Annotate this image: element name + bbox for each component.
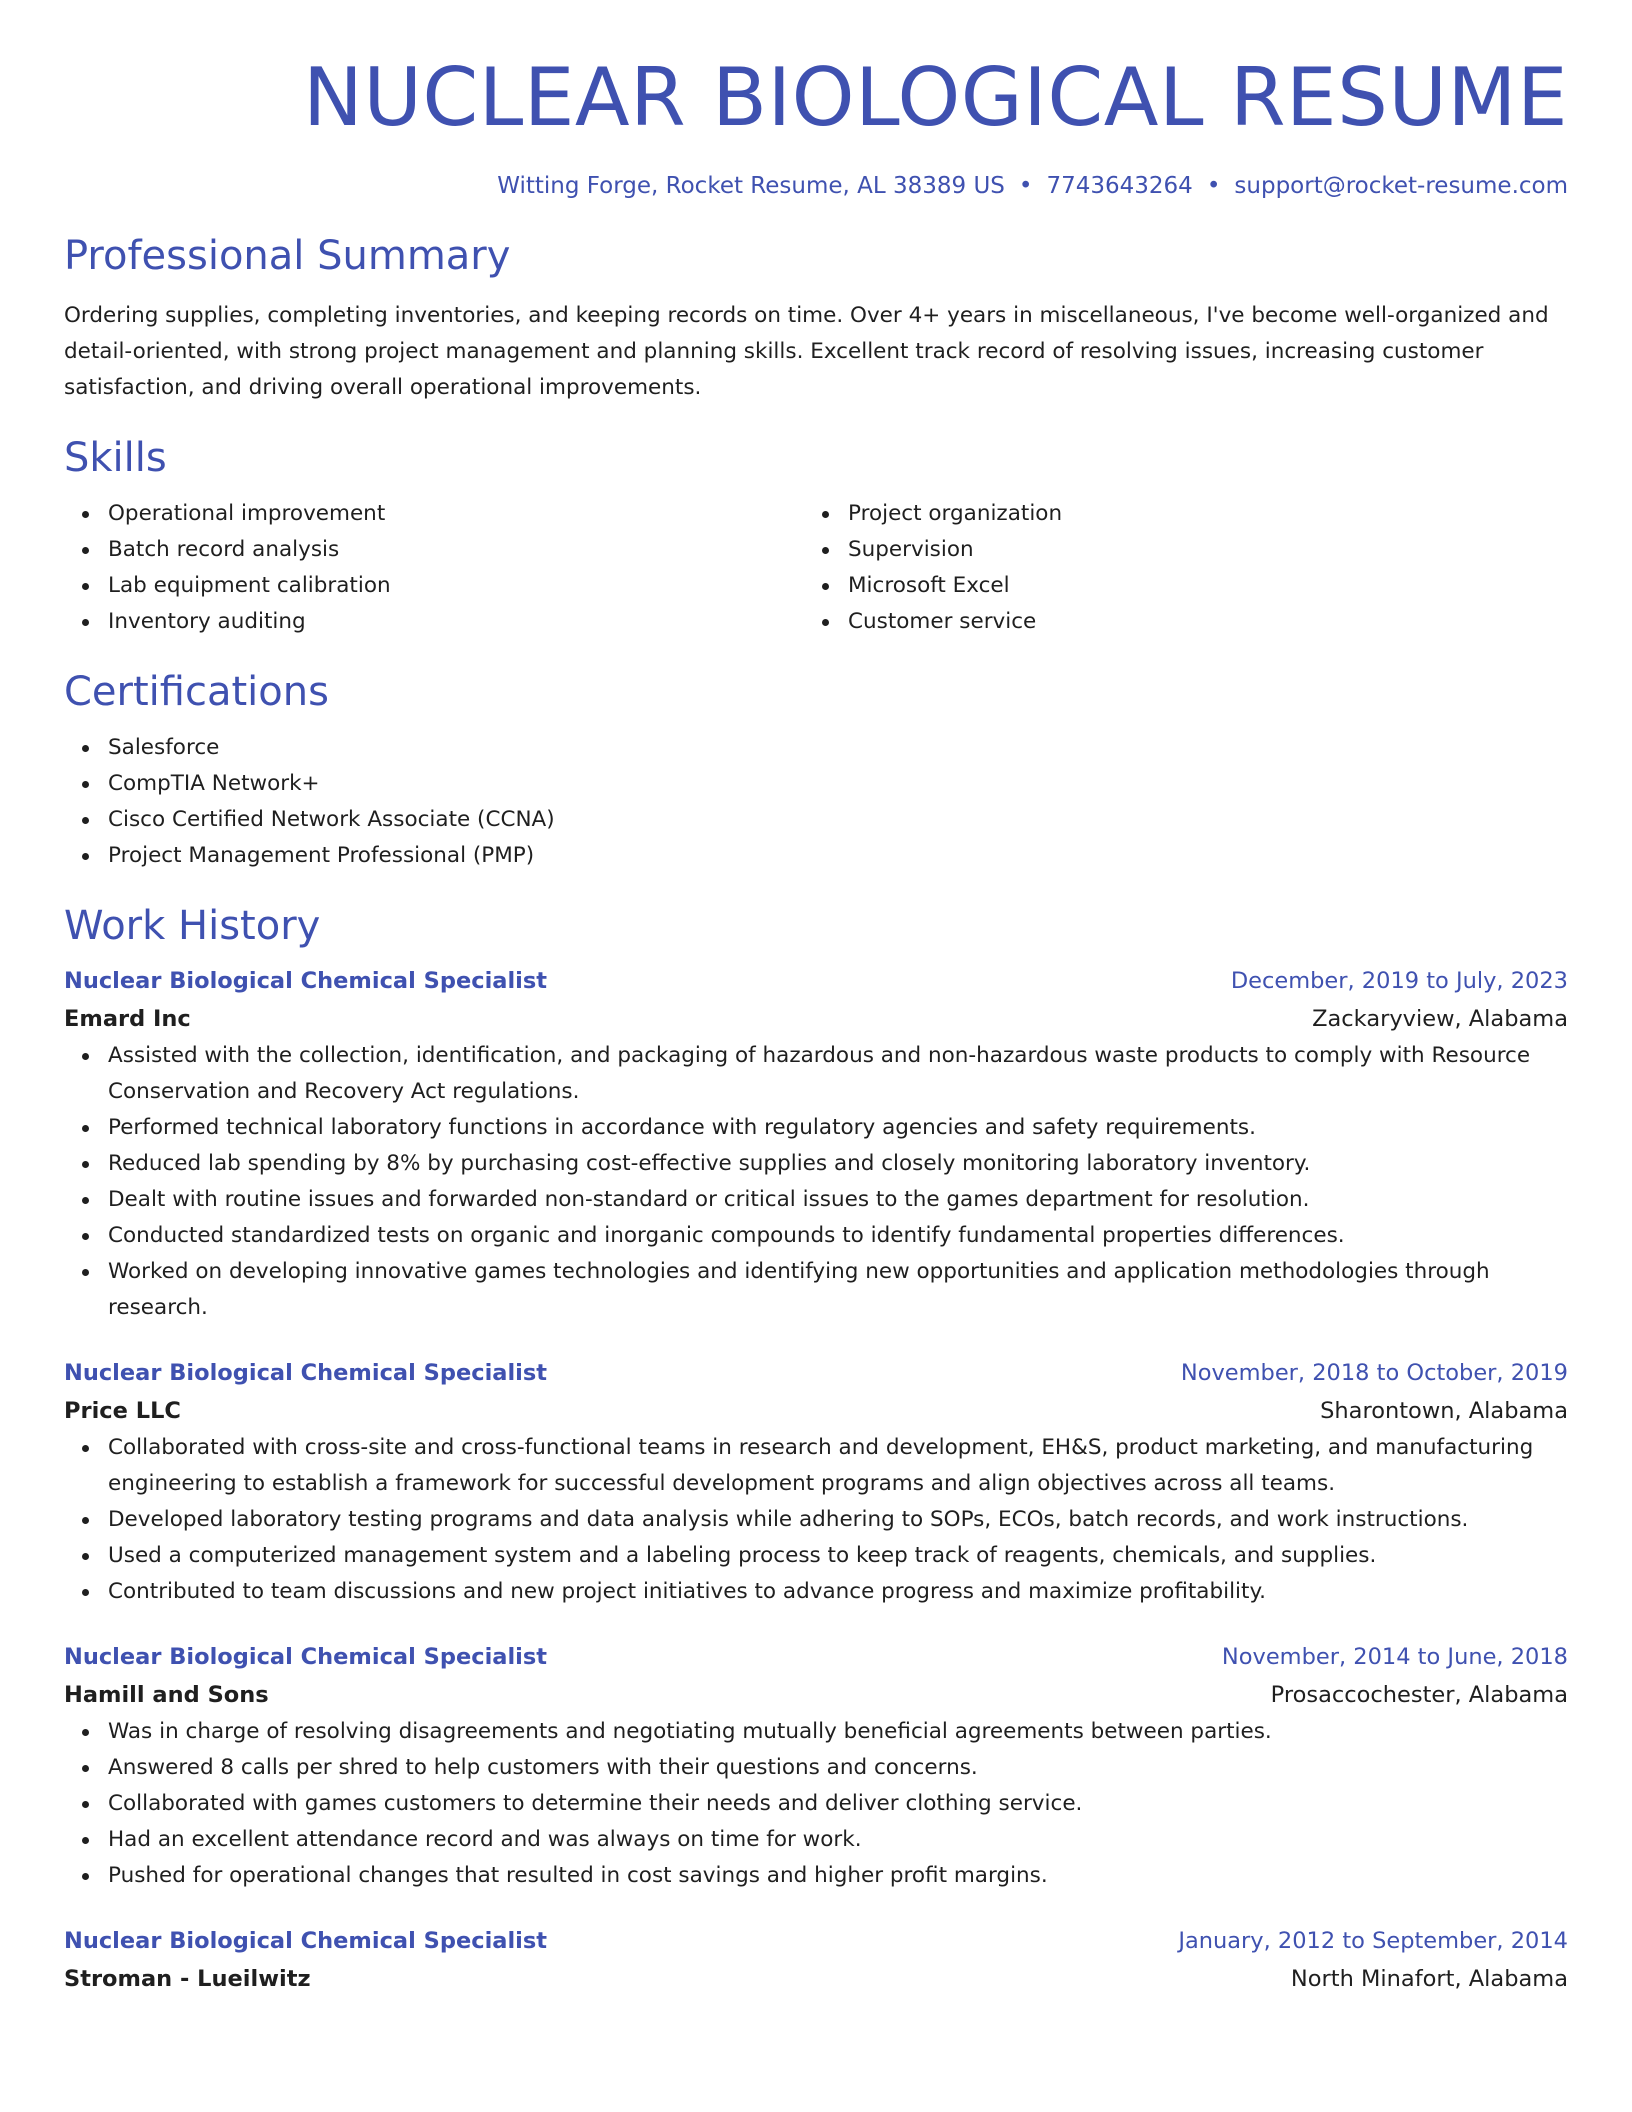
certifications-heading: Certifications (64, 669, 329, 715)
job-header (64, 1922, 1568, 1960)
job-header (64, 1354, 1568, 1392)
job-dates: January, 2012 to September, 2014 (1178, 1928, 1568, 1954)
job-bullet: Collaborated with games customers to determine their needs and deliver clothing service. (108, 1786, 1568, 1822)
job-bullet: Worked on developing innovative games technologies and identifying new opportunities and application methodologies through research. (108, 1254, 1568, 1326)
skills-column-right (804, 496, 1544, 640)
job-bullet: Dealt with routine issues and forwarded non-standard or critical issues to the games department for resolution. (108, 1182, 1568, 1218)
job-subheader (64, 1392, 1568, 1430)
contact-address: Witting Forge, Rocket Resume, AL 38389 US (497, 173, 1005, 199)
job-entry (64, 1354, 1568, 1610)
job-bullet: Used a computerized management system and a labeling process to keep track of reagents, chemicals, and supplies. (108, 1538, 1568, 1574)
job-location: Sharontown, Alabama (1320, 1398, 1568, 1424)
job-bullet: Answered 8 calls per shred to help customers with their questions and concerns. (108, 1750, 1568, 1786)
certifications-section (64, 668, 1568, 874)
job-bullet: Pushed for operational changes that resulted in cost savings and higher profit margins. (108, 1858, 1568, 1894)
skills-column-left (64, 496, 804, 640)
skill-item: Operational improvement (108, 496, 804, 532)
summary-text: Ordering supplies, completing inventories, and keeping records on time. Over 4+ years in miscellaneous, I've become well-organized and detail-oriented, with strong project management and planning skills. Excellent track record of resolving issues, increasing customer satisfaction, and driving overall operational improvements. (64, 303, 1549, 400)
work-history-heading: Work History (64, 903, 321, 949)
contact-line (64, 170, 1568, 202)
job-dates: November, 2018 to October, 2019 (1180, 1360, 1568, 1386)
resume-title: NUCLEAR BIOLOGICAL RESUME (303, 51, 1568, 144)
job-company: Stroman - Lueilwitz (64, 1966, 311, 1992)
job-bullets (64, 1038, 1568, 1326)
job-location: Zackaryview, Alabama (1312, 1006, 1568, 1032)
job-bullet: Assisted with the collection, identification, and packaging of hazardous and non-hazardous waste products to comply with Resource Conservation and Recovery Act regulations. (108, 1038, 1568, 1110)
job-bullet: Was in charge of resolving disagreements and negotiating mutually beneficial agreements between parties. (108, 1714, 1568, 1750)
summary-heading: Professional Summary (64, 233, 511, 279)
job-location: North Minafort, Alabama (1290, 1966, 1568, 1992)
skill-item: Project organization (848, 496, 1544, 532)
job-title: Nuclear Biological Chemical Specialist (64, 968, 548, 994)
skills-section (64, 434, 1568, 640)
contact-email[interactable]: support@rocket-resume.com (1234, 173, 1568, 199)
skill-item: Inventory auditing (108, 604, 804, 640)
job-header (64, 962, 1568, 1000)
work-history-section (64, 902, 1568, 1998)
job-entry (64, 1638, 1568, 1894)
job-bullet: Conducted standardized tests on organic and inorganic compounds to identify fundamental properties differences. (108, 1218, 1568, 1254)
job-bullet: Reduced lab spending by 8% by purchasing cost-effective supplies and closely monitoring laboratory inventory. (108, 1146, 1568, 1182)
contact-separator: • (1018, 173, 1033, 199)
job-subheader (64, 1000, 1568, 1038)
job-bullet: Performed technical laboratory functions in accordance with regulatory agencies and safety requirements. (108, 1110, 1568, 1146)
contact-separator: • (1206, 173, 1221, 199)
job-subheader (64, 1960, 1568, 1998)
skill-item: Lab equipment calibration (108, 568, 804, 604)
job-entry (64, 1922, 1568, 1998)
job-bullets (64, 1714, 1568, 1894)
job-entry (64, 962, 1568, 1326)
skill-item: Supervision (848, 532, 1544, 568)
certification-item: Salesforce (108, 730, 1568, 766)
certification-item: Project Management Professional (PMP) (108, 838, 1568, 874)
skill-item: Microsoft Excel (848, 568, 1544, 604)
job-company: Hamill and Sons (64, 1682, 269, 1708)
skills-grid (64, 496, 1568, 640)
job-title: Nuclear Biological Chemical Specialist (64, 1644, 548, 1670)
skills-list-right (804, 496, 1544, 640)
job-bullet: Collaborated with cross-site and cross-functional teams in research and development, EH&S, product marketing, and manufacturing engineering to establish a framework for successful development programs and align objectives across all teams. (108, 1430, 1568, 1502)
job-dates: December, 2019 to July, 2023 (1230, 968, 1568, 994)
certification-item: CompTIA Network+ (108, 766, 1568, 802)
job-title: Nuclear Biological Chemical Specialist (64, 1928, 548, 1954)
certification-item: Cisco Certified Network Associate (CCNA) (108, 802, 1568, 838)
skills-list-left (64, 496, 804, 640)
contact-phone[interactable]: 7743643264 (1046, 173, 1193, 199)
job-bullet: Had an excellent attendance record and was always on time for work. (108, 1822, 1568, 1858)
skills-heading: Skills (64, 435, 167, 481)
skill-item: Batch record analysis (108, 532, 804, 568)
job-company: Emard Inc (64, 1006, 191, 1032)
job-dates: November, 2014 to June, 2018 (1221, 1644, 1568, 1670)
job-subheader (64, 1676, 1568, 1714)
job-header (64, 1638, 1568, 1676)
certifications-list (64, 730, 1568, 874)
job-company: Price LLC (64, 1398, 181, 1424)
job-bullet: Contributed to team discussions and new project initiatives to advance progress and maximize profitability. (108, 1574, 1568, 1610)
job-bullets (64, 1430, 1568, 1610)
job-bullet: Developed laboratory testing programs and data analysis while adhering to SOPs, ECOs, batch records, and work instructions. (108, 1502, 1568, 1538)
job-title: Nuclear Biological Chemical Specialist (64, 1360, 548, 1386)
job-location: Prosaccochester, Alabama (1270, 1682, 1568, 1708)
summary-section (64, 232, 1568, 406)
skill-item: Customer service (848, 604, 1544, 640)
